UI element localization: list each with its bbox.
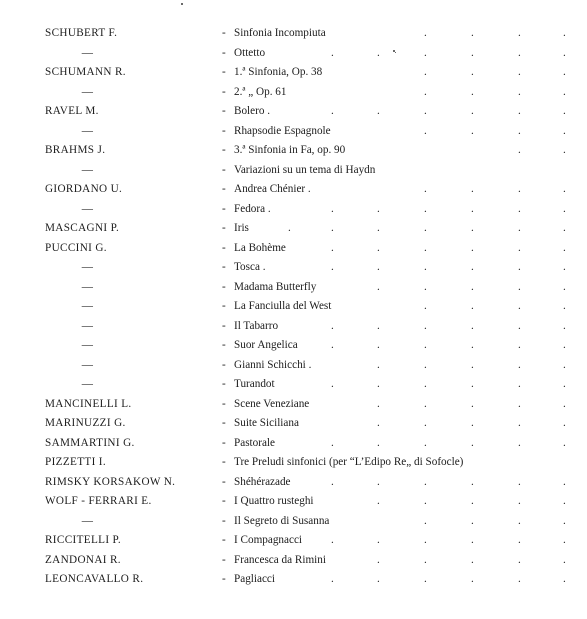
leader-dot: . — [377, 436, 380, 449]
leader-dot: . — [518, 66, 521, 78]
leader-dot: . — [424, 397, 427, 410]
leader-dot: . — [471, 85, 474, 98]
dot-leaders — [0, 414, 587, 434]
work-title: Variazioni su un tema di Haydn — [234, 163, 376, 176]
leader-dot: . — [471, 241, 474, 254]
leader-dot: . — [377, 280, 380, 293]
list-item — [0, 219, 587, 239]
composer-name: SCHUBERT F. — [45, 27, 118, 39]
separator-dash: - — [222, 241, 226, 254]
list-item — [0, 83, 587, 103]
leader-dot: . — [377, 475, 380, 488]
leader-dot: . — [563, 222, 566, 234]
dot-leaders — [0, 258, 587, 278]
composer-ditto-mark: — — [81, 163, 94, 176]
leader-dot: . — [471, 300, 474, 312]
list-item — [0, 570, 587, 590]
composer-ditto-mark: — — [81, 514, 94, 527]
separator-dash: - — [222, 319, 226, 332]
separator-dash: - — [222, 202, 226, 215]
leader-dot: . — [424, 66, 427, 78]
leader-dot: . — [518, 300, 521, 312]
leader-dot: . — [424, 46, 427, 59]
dot-leaders — [0, 395, 587, 415]
leader-dot: . — [471, 66, 474, 78]
leader-dot: . — [424, 261, 427, 273]
list-item — [0, 122, 587, 142]
list-item — [0, 336, 587, 356]
composer-ditto-mark: — — [81, 378, 94, 390]
leader-dot: . — [471, 436, 474, 449]
separator-dash: - — [222, 163, 226, 176]
list-item — [0, 180, 587, 200]
leader-dot: . — [563, 397, 566, 410]
leader-dot: . — [518, 339, 521, 351]
composer-ditto-mark: — — [81, 319, 94, 332]
leader-dot: . — [518, 85, 521, 98]
list-item — [0, 258, 587, 278]
leader-dot: . — [563, 417, 566, 429]
leader-dot: . — [471, 105, 474, 117]
work-title: 2.ª „ Op. 61 — [234, 85, 287, 98]
composer-name: WOLF - FERRARI E. — [45, 495, 152, 507]
leader-dot: . — [518, 397, 521, 410]
leader-dot: . — [331, 436, 334, 449]
leader-dot: . — [563, 144, 566, 156]
dot-leaders — [0, 531, 587, 551]
leader-dot: . — [563, 378, 566, 390]
separator-dash: - — [222, 495, 226, 507]
separator-dash: - — [222, 124, 226, 137]
leader-dot: . — [288, 222, 291, 234]
work-title: Pastorale — [234, 436, 276, 449]
dot-leaders — [0, 278, 587, 298]
leader-dot: . — [563, 573, 566, 585]
separator-dash: - — [222, 436, 226, 449]
leader-dot: . — [518, 495, 521, 507]
leader-dot: . — [377, 378, 380, 390]
leader-dot: . — [377, 222, 380, 234]
leader-dot: . — [518, 202, 521, 215]
composer-name: SAMMARTINI G. — [45, 436, 135, 449]
work-title: Iris — [234, 222, 249, 234]
work-title: Shéhérazade — [234, 475, 291, 488]
leader-dot: . — [471, 46, 474, 59]
repertoire-list — [0, 24, 587, 590]
separator-dash: - — [222, 27, 226, 39]
leader-dot: . — [471, 514, 474, 527]
leader-dot: . — [563, 339, 566, 351]
list-item — [0, 395, 587, 415]
list-item — [0, 24, 587, 44]
leader-dot: . — [377, 534, 380, 546]
leader-dot: . — [563, 358, 566, 371]
leader-dot: . — [563, 280, 566, 293]
leader-dot: . — [377, 417, 380, 429]
composer-ditto-mark: — — [81, 339, 94, 351]
dot-leaders — [0, 336, 587, 356]
leader-dot: . — [518, 144, 521, 156]
composer-ditto-mark: — — [81, 261, 94, 273]
leader-dot: . — [424, 378, 427, 390]
composer-ditto-mark: — — [81, 300, 94, 312]
leader-dot: . — [424, 358, 427, 371]
composer-ditto-mark: — — [81, 124, 94, 137]
composer-name: RAVEL M. — [45, 105, 99, 117]
work-title: I Compagnacci — [234, 534, 303, 546]
dot-leaders — [0, 122, 587, 142]
leader-dot: . — [471, 378, 474, 390]
composer-name: LEONCAVALLO R. — [45, 573, 144, 585]
leader-dot: . — [471, 261, 474, 273]
leader-dot: . — [563, 27, 566, 39]
leader-dot: . — [518, 417, 521, 429]
separator-dash: - — [222, 300, 226, 312]
dot-leaders — [0, 83, 587, 103]
list-item — [0, 473, 587, 493]
leader-dot: . — [424, 534, 427, 546]
leader-dot: . — [518, 124, 521, 137]
leader-dot: . — [471, 397, 474, 410]
leader-dot: . — [563, 514, 566, 527]
leader-dot: . — [563, 202, 566, 215]
separator-dash: - — [222, 417, 226, 429]
leader-dot: . — [471, 475, 474, 488]
leader-dot: . — [377, 495, 380, 507]
list-item — [0, 356, 587, 376]
leader-dot: . — [518, 573, 521, 585]
dot-leaders — [0, 434, 587, 454]
work-title: Tosca . — [234, 261, 266, 273]
leader-dot: . — [518, 222, 521, 234]
separator-dash: - — [222, 358, 226, 371]
leader-dot: . — [518, 553, 521, 566]
separator-dash: - — [222, 183, 226, 195]
leader-dot: . — [518, 475, 521, 488]
leader-dot: . — [563, 436, 566, 449]
work-title: Madama Butterfly — [234, 280, 317, 293]
separator-dash: - — [222, 144, 226, 156]
list-item — [0, 375, 587, 395]
composer-name: SCHUMANN R. — [45, 66, 126, 78]
composer-name: PUCCINI G. — [45, 241, 107, 254]
leader-dot: . — [424, 573, 427, 585]
work-title: Sinfonia Incompiuta — [234, 27, 326, 39]
composer-name: ZANDONAI R. — [45, 553, 121, 566]
dot-leaders — [0, 356, 587, 376]
leader-dot: . — [424, 319, 427, 332]
leader-dot: . — [563, 475, 566, 488]
list-item — [0, 161, 587, 181]
leader-dot: . — [563, 261, 566, 273]
dot-leaders — [0, 375, 587, 395]
leader-dot: . — [331, 339, 334, 351]
leader-dot: . — [377, 573, 380, 585]
leader-dot: . — [518, 46, 521, 59]
list-item — [0, 434, 587, 454]
dot-leaders — [0, 317, 587, 337]
list-item — [0, 551, 587, 571]
leader-dot: . — [377, 339, 380, 351]
leader-dot: . — [377, 202, 380, 215]
work-title: Suite Siciliana — [234, 417, 299, 429]
leader-dot: . — [563, 66, 566, 78]
dot-leaders — [0, 180, 587, 200]
work-title: Scene Veneziane — [234, 397, 310, 410]
leader-dot: . — [424, 475, 427, 488]
composer-name: RICCITELLI P. — [45, 534, 122, 546]
leader-dot: . — [331, 319, 334, 332]
leader-dot: . — [563, 124, 566, 137]
leader-dot: . — [331, 105, 334, 117]
work-title: Turandot — [234, 378, 275, 390]
composer-name: PIZZETTI I. — [45, 456, 107, 468]
leader-dot: . — [518, 534, 521, 546]
leader-dot: . — [424, 85, 427, 98]
leader-dot: . — [377, 105, 380, 117]
leader-dot: . — [331, 46, 334, 59]
separator-dash: - — [222, 85, 226, 98]
separator-dash: - — [222, 514, 226, 527]
leader-dot: . — [518, 241, 521, 254]
leader-dot: . — [424, 553, 427, 566]
leader-dot: . — [563, 300, 566, 312]
leader-dot: . — [471, 339, 474, 351]
leader-dot: . — [518, 358, 521, 371]
composer-name: MARINUZZI G. — [45, 417, 126, 429]
leader-dot: . — [424, 417, 427, 429]
work-title: La Bohème — [234, 241, 286, 254]
work-title: Suor Angelica — [234, 339, 298, 351]
dot-leaders — [0, 102, 587, 122]
work-title: 1.ª Sinfonia, Op. 38 — [234, 66, 323, 78]
list-item — [0, 141, 587, 161]
leader-dot: . — [518, 183, 521, 195]
leader-dot: . — [424, 241, 427, 254]
leader-dot: . — [331, 241, 334, 254]
leader-dot: . — [424, 202, 427, 215]
leader-dot: . — [424, 183, 427, 195]
composer-name: RIMSKY KORSAKOW N. — [45, 475, 176, 488]
separator-dash: - — [222, 46, 226, 59]
leader-dot: . — [471, 124, 474, 137]
leader-dot: . — [424, 300, 427, 312]
leader-dot: . — [471, 222, 474, 234]
separator-dash: - — [222, 553, 226, 566]
composer-ditto-mark: — — [81, 46, 94, 59]
leader-dot: . — [331, 222, 334, 234]
leader-dot: . — [424, 339, 427, 351]
leader-dot: . — [377, 46, 380, 59]
list-item — [0, 278, 587, 298]
list-item — [0, 531, 587, 551]
leader-dot: . — [471, 280, 474, 293]
leader-dot: . — [471, 358, 474, 371]
composer-ditto-mark: — — [81, 280, 94, 293]
leader-dot: . — [471, 183, 474, 195]
leader-dot: . — [518, 105, 521, 117]
work-title: Francesca da Rimini — [234, 553, 326, 566]
composer-ditto-mark: — — [81, 85, 94, 98]
list-item — [0, 512, 587, 532]
leader-dot: . — [471, 534, 474, 546]
list-item — [0, 102, 587, 122]
leader-dot: . — [331, 534, 334, 546]
separator-dash: - — [222, 534, 226, 546]
dot-leaders — [0, 473, 587, 493]
leader-dot: . — [377, 261, 380, 273]
leader-dot: . — [563, 241, 566, 254]
leader-dot: . — [377, 397, 380, 410]
leader-dot: . — [377, 553, 380, 566]
leader-dot: . — [563, 85, 566, 98]
leader-dot: . — [563, 105, 566, 117]
list-item — [0, 200, 587, 220]
leader-dot: . — [424, 27, 427, 39]
leader-dot: . — [331, 475, 334, 488]
separator-dash: - — [222, 280, 226, 293]
leader-dot: . — [563, 534, 566, 546]
dot-leaders — [0, 512, 587, 532]
list-item — [0, 317, 587, 337]
leader-dot: . — [518, 436, 521, 449]
paper-speck — [181, 3, 183, 5]
work-title: Andrea Chénier . — [234, 183, 311, 195]
composer-name: BRAHMS J. — [45, 144, 106, 156]
dot-leaders — [0, 219, 587, 239]
leader-dot: . — [518, 378, 521, 390]
leader-dot: . — [471, 573, 474, 585]
leader-dot: . — [377, 319, 380, 332]
leader-dot: . — [377, 241, 380, 254]
work-title: Il Tabarro — [234, 319, 279, 332]
composer-name: MANCINELLI L. — [45, 397, 132, 410]
dot-leaders — [0, 63, 587, 83]
dot-leaders — [0, 492, 587, 512]
leader-dot: . — [518, 261, 521, 273]
leader-dot: . — [563, 46, 566, 59]
leader-dot: . — [471, 417, 474, 429]
leader-dot: . — [377, 358, 380, 371]
leader-dot: . — [471, 27, 474, 39]
leader-dot: . — [563, 183, 566, 195]
dot-leaders — [0, 44, 587, 64]
dot-leaders — [0, 297, 587, 317]
composer-name: MASCAGNI P. — [45, 222, 120, 234]
dot-leaders — [0, 239, 587, 259]
leader-dot: . — [471, 553, 474, 566]
leader-dot: . — [563, 553, 566, 566]
list-item — [0, 414, 587, 434]
leader-dot: . — [424, 436, 427, 449]
leader-dot: . — [424, 124, 427, 137]
work-title: Ottetto — [234, 46, 266, 59]
dot-leaders — [0, 570, 587, 590]
list-item — [0, 63, 587, 83]
leader-dot: . — [518, 514, 521, 527]
work-title: Rhapsodie Espagnole — [234, 124, 331, 137]
work-title: La Fanciulla del West — [234, 300, 332, 312]
leader-dot: . — [563, 495, 566, 507]
dot-leaders — [0, 141, 587, 161]
work-title: 3.ª Sinfonia in Fa, op. 90 — [234, 144, 346, 156]
work-title: Gianni Schicchi . — [234, 358, 312, 371]
separator-dash: - — [222, 261, 226, 273]
composer-ditto-mark: — — [81, 358, 94, 371]
leader-dot: . — [331, 378, 334, 390]
list-item — [0, 297, 587, 317]
list-item — [0, 44, 587, 64]
leader-dot: . — [518, 27, 521, 39]
leader-dot: . — [471, 495, 474, 507]
dot-leaders — [0, 200, 587, 220]
list-item — [0, 453, 587, 473]
separator-dash: - — [222, 378, 226, 390]
work-title: Fedora . — [234, 202, 271, 215]
separator-dash: - — [222, 105, 226, 117]
work-title: Pagliacci — [234, 573, 276, 585]
dot-leaders — [0, 551, 587, 571]
work-title: Bolero . — [234, 105, 271, 117]
work-title: Tre Preludi sinfonici (per “L’Edipo Re„ di Sofocle) — [234, 456, 464, 468]
separator-dash: - — [222, 397, 226, 410]
list-item — [0, 239, 587, 259]
leader-dot: . — [331, 261, 334, 273]
leader-dot: . — [471, 319, 474, 332]
leader-dot: . — [424, 105, 427, 117]
leader-dot: . — [424, 280, 427, 293]
separator-dash: - — [222, 339, 226, 351]
leader-dot: . — [424, 514, 427, 527]
dot-leaders — [0, 24, 587, 44]
leader-dot: . — [331, 202, 334, 215]
leader-dot: . — [518, 319, 521, 332]
work-title: Il Segreto di Susanna — [234, 514, 330, 527]
separator-dash: - — [222, 66, 226, 78]
leader-dot: . — [424, 495, 427, 507]
list-item — [0, 492, 587, 512]
separator-dash: - — [222, 475, 226, 488]
separator-dash: - — [222, 456, 226, 468]
composer-name: GIORDANO U. — [45, 183, 123, 195]
leader-dot: . — [424, 222, 427, 234]
separator-dash: - — [222, 222, 226, 234]
leader-dot: . — [563, 319, 566, 332]
composer-ditto-mark: — — [81, 202, 94, 215]
work-title: I Quattro rusteghi — [234, 495, 314, 507]
leader-dot: . — [331, 573, 334, 585]
leader-dot: . — [471, 202, 474, 215]
separator-dash: - — [222, 573, 226, 585]
leader-dot: . — [518, 280, 521, 293]
